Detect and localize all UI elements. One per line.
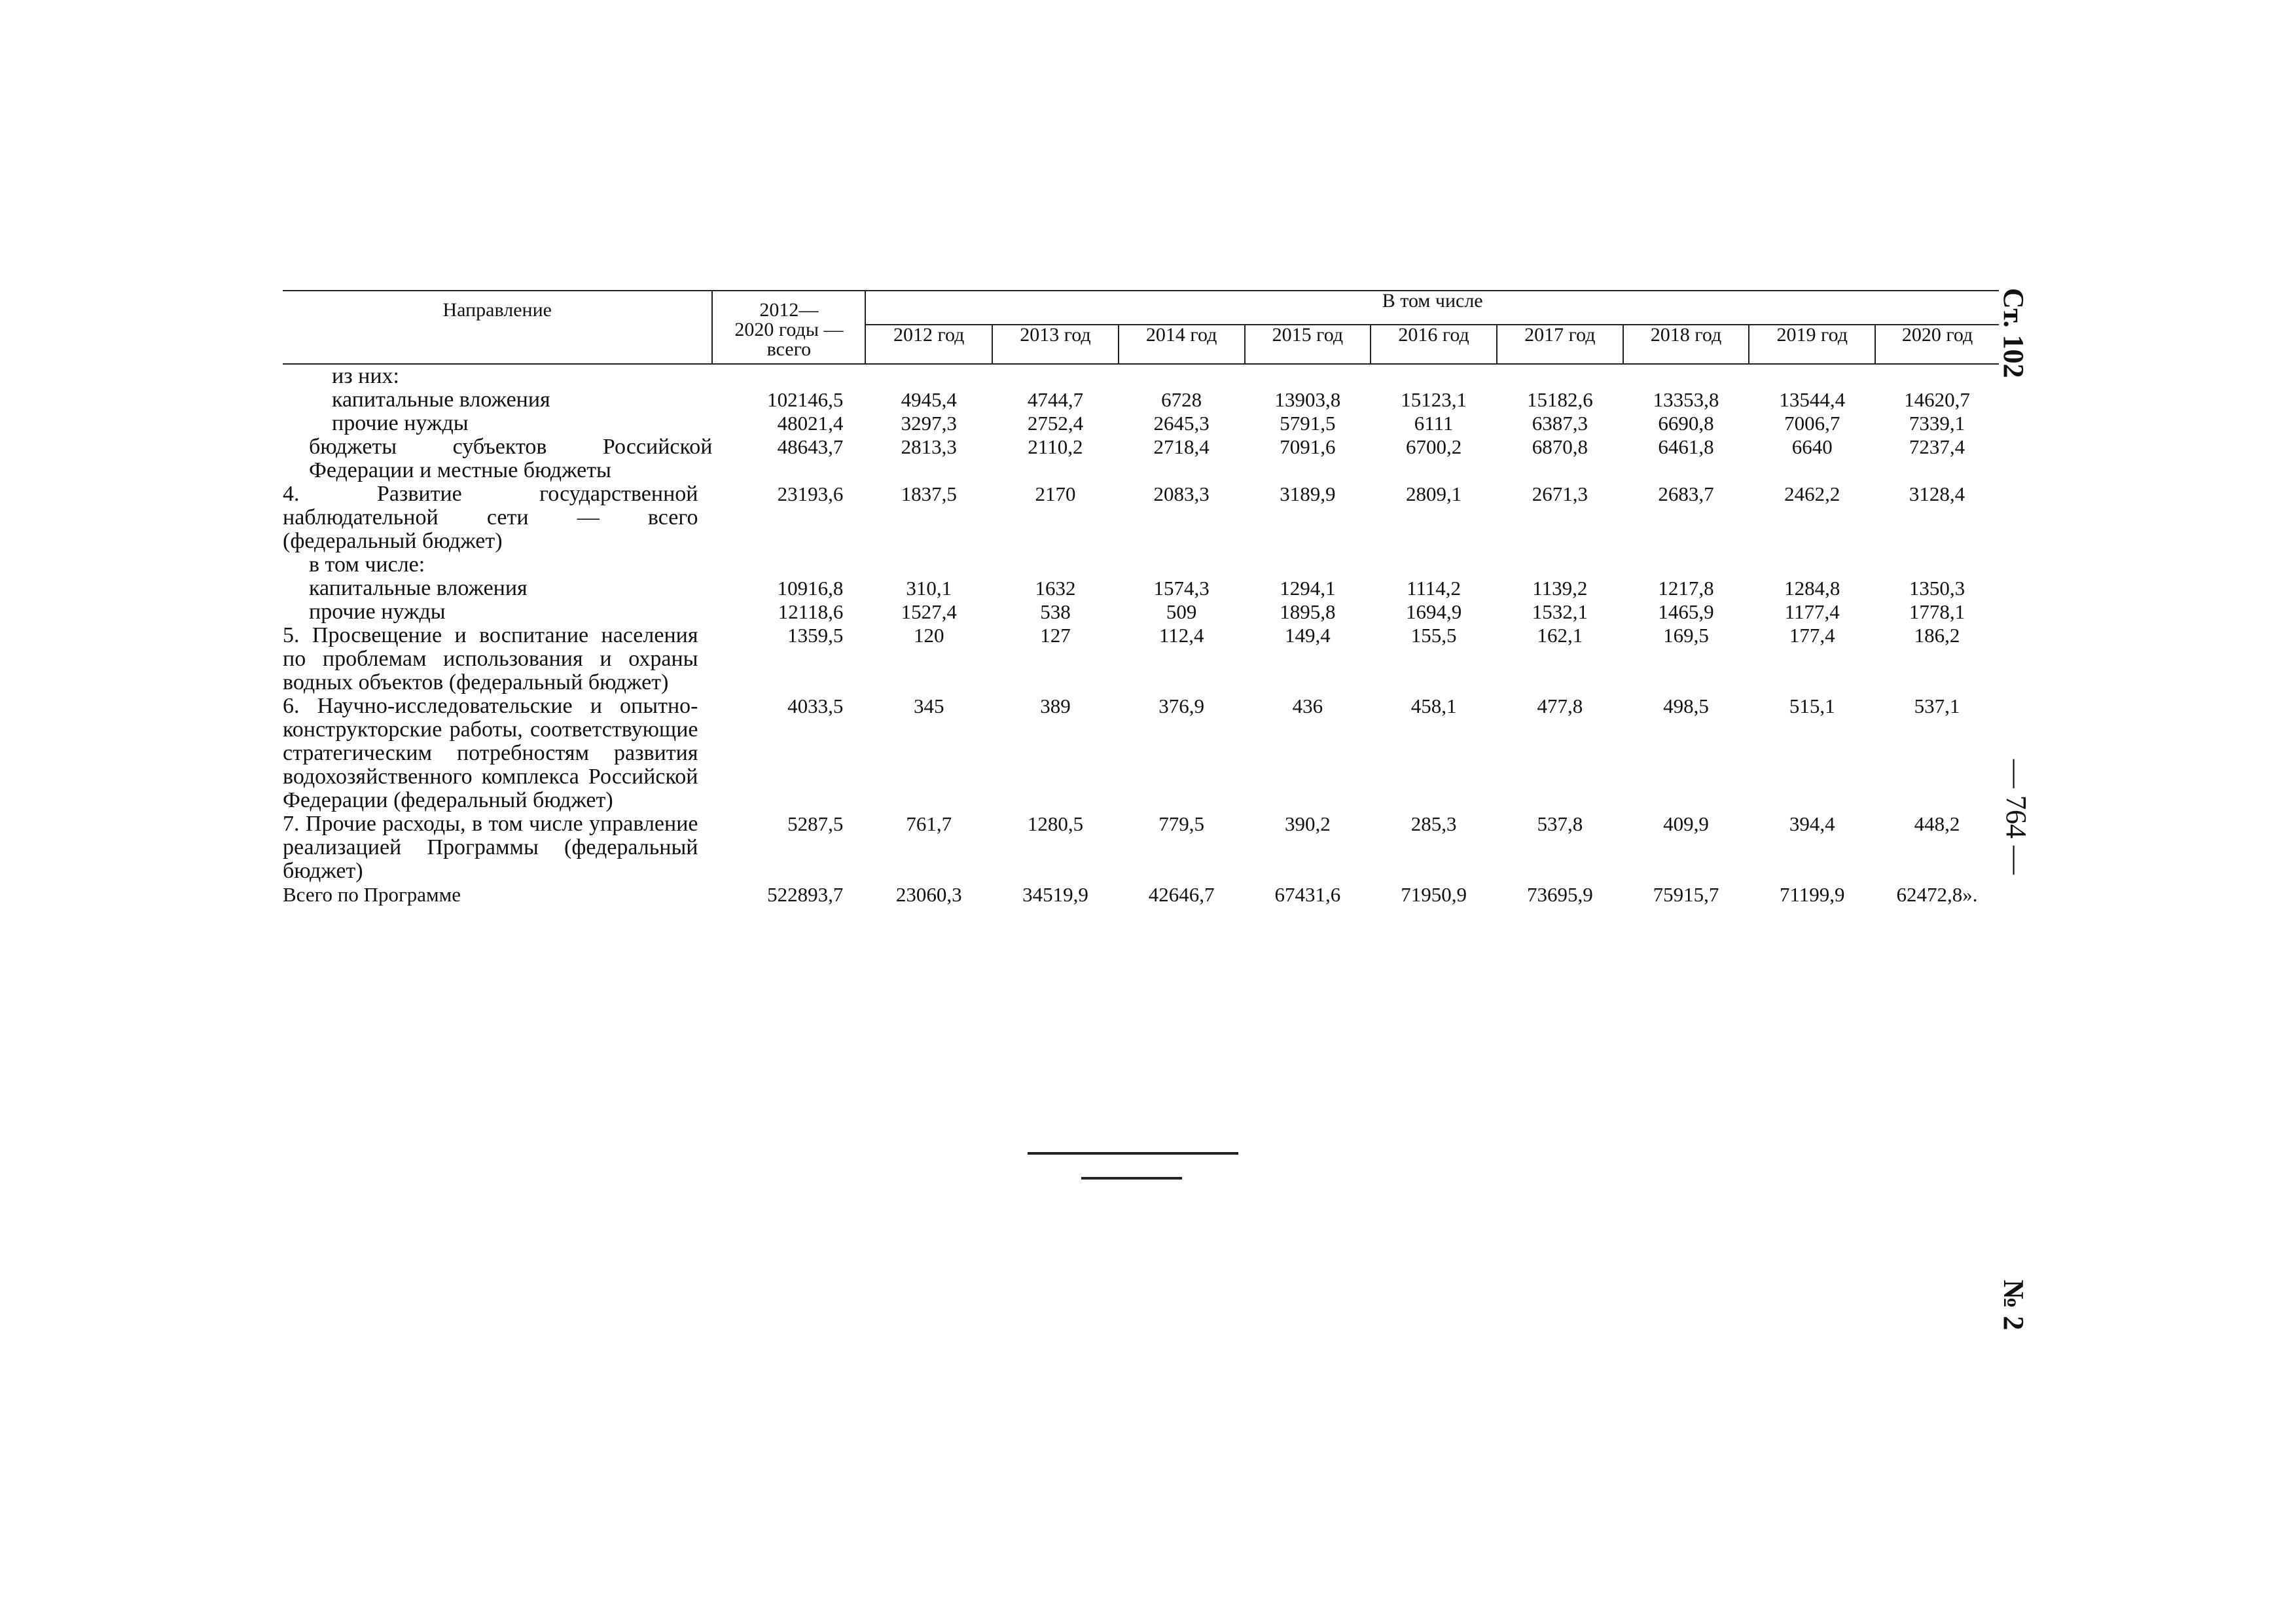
cell-year-value: 5791,5 — [1280, 412, 1336, 435]
cell-year-value — [1749, 553, 1875, 577]
row-label: Всего по Программе — [283, 883, 461, 906]
cell-year-value: 1139,2 — [1532, 577, 1588, 600]
cell-year-value: 14620,7 — [1904, 388, 1970, 411]
table-row — [283, 553, 1999, 577]
header-year: 2019 год — [1749, 325, 1875, 364]
table-header — [283, 291, 1999, 364]
issue-number-label: № 2 — [1998, 1280, 2030, 1331]
header-year: 2016 год — [1371, 325, 1497, 364]
cell-year-value: 498,5 — [1663, 695, 1709, 717]
cell-total: 10916,8 — [777, 577, 844, 600]
table-row — [283, 624, 1999, 695]
cell-year-value — [1749, 364, 1875, 388]
cell-year-value: 509 — [1166, 600, 1197, 623]
table-body — [283, 364, 1999, 907]
cell-year-value: 6690,8 — [1658, 412, 1714, 435]
cell-year-value: 13353,8 — [1653, 388, 1719, 411]
cell-year-value: 1284,8 — [1784, 577, 1840, 600]
row-label: из них: — [332, 364, 399, 388]
cell-year-value: 4744,7 — [1027, 388, 1084, 411]
cell-year-value: 4945,4 — [901, 388, 957, 411]
cell-year-value: 436 — [1292, 695, 1323, 717]
cell-total: 12118,6 — [778, 600, 844, 623]
cell-year-value: 73695,9 — [1526, 883, 1593, 906]
cell-year-value — [1119, 553, 1245, 577]
row-label: в том числе: — [309, 552, 425, 577]
cell-year-value — [1623, 364, 1749, 388]
row-label: 7. Прочие расходы, в том числе управление реализацией Программы (федеральный бюджет) — [283, 812, 698, 883]
cell-total: 5287,5 — [787, 812, 844, 835]
cell-year-value: 2809,1 — [1405, 482, 1462, 505]
cell-total: 1359,5 — [787, 624, 844, 647]
cell-year-value: 13903,8 — [1274, 388, 1341, 411]
cell-year-value: 6387,3 — [1532, 412, 1588, 435]
cell-year-value: 1632 — [1035, 577, 1076, 600]
cell-year-value: 1527,4 — [901, 600, 957, 623]
cell-year-value: 2671,3 — [1532, 482, 1588, 505]
cell-year-value: 2718,4 — [1153, 435, 1210, 458]
cell-year-value: 448,2 — [1914, 812, 1960, 835]
cell-year-value: 120 — [913, 624, 944, 647]
cell-year-value: 7006,7 — [1784, 412, 1840, 435]
cell-year-value — [1623, 553, 1749, 577]
cell-year-value: 345 — [913, 695, 944, 717]
cell-total: 48643,7 — [777, 435, 844, 458]
cell-year-value: 389 — [1040, 695, 1071, 717]
cell-year-value: 1574,3 — [1153, 577, 1210, 600]
header-in-that-number: В том числе — [865, 291, 1999, 325]
cell-year-value: 390,2 — [1285, 812, 1331, 835]
cell-year-value: 2813,3 — [901, 435, 957, 458]
cell-year-value: 3297,3 — [901, 412, 957, 435]
cell-year-value: 538 — [1040, 600, 1071, 623]
cell-total: 48021,4 — [777, 412, 844, 435]
cell-year-value: 477,8 — [1537, 695, 1583, 717]
table-row — [283, 388, 1999, 412]
cell-year-value: 376,9 — [1158, 695, 1205, 717]
cell-year-value — [1371, 364, 1497, 388]
header-year: 2015 год — [1245, 325, 1371, 364]
cell-total: 102146,5 — [767, 388, 844, 411]
cell-year-value: 1280,5 — [1027, 812, 1084, 835]
cell-year-value: 177,4 — [1789, 624, 1835, 647]
cell-year-value: 6111 — [1414, 412, 1454, 435]
cell-year-value — [1245, 553, 1371, 577]
cell-year-value: 285,3 — [1410, 812, 1457, 835]
cell-year-value: 3189,9 — [1280, 482, 1336, 505]
cell-year-value: 75915,7 — [1653, 883, 1719, 906]
cell-year-value: 458,1 — [1410, 695, 1457, 717]
cell-year-value: 1294,1 — [1280, 577, 1336, 600]
cell-year-value — [1245, 364, 1371, 388]
row-label: 4. Развитие государственной наблюдательной сети — всего (федеральный бюджет) — [283, 482, 698, 553]
cell-year-value: 310,1 — [906, 577, 952, 600]
cell-year-value: 112,4 — [1158, 624, 1204, 647]
header-total: 2012— 2020 годы — всего — [712, 291, 865, 364]
row-label: 6. Научно-исследовательские и опытно-конструкторские работы, соответствующие стратегическим потребностям развития водохозяйственного комплекса Российской Федерации (федеральный бюджет) — [283, 694, 698, 812]
cell-year-value: 1532,1 — [1532, 600, 1588, 623]
cell-year-value: 2170 — [1035, 482, 1076, 505]
cell-year-value: 6461,8 — [1658, 435, 1714, 458]
cell-year-value: 6700,2 — [1405, 435, 1462, 458]
cell-year-value: 186,2 — [1914, 624, 1960, 647]
cell-year-value: 6728 — [1161, 388, 1202, 411]
cell-year-value — [992, 364, 1119, 388]
cell-year-value: 6870,8 — [1532, 435, 1588, 458]
row-label: бюджеты субъектов Российской Федерации и местные бюджеты — [309, 435, 713, 482]
cell-year-value — [1119, 364, 1245, 388]
cell-year-value — [1497, 553, 1623, 577]
end-rule-long — [1028, 1152, 1238, 1155]
cell-year-value: 2645,3 — [1153, 412, 1210, 435]
cell-year-value: 15123,1 — [1401, 388, 1467, 411]
page-number: — 764 — — [2000, 759, 2032, 875]
cell-year-value: 409,9 — [1663, 812, 1709, 835]
cell-year-value: 1177,4 — [1784, 600, 1840, 623]
cell-year-value — [1371, 553, 1497, 577]
cell-year-value: 1778,1 — [1909, 600, 1965, 623]
cell-year-value: 1217,8 — [1658, 577, 1714, 600]
cell-year-value: 1350,3 — [1909, 577, 1965, 600]
cell-year-value: 2083,3 — [1153, 482, 1210, 505]
cell-year-value: 23060,3 — [895, 883, 962, 906]
table-row — [283, 412, 1999, 435]
table-row — [283, 482, 1999, 553]
table-row — [283, 435, 1999, 482]
cell-year-value — [1875, 364, 1999, 388]
cell-total: 4033,5 — [787, 695, 844, 717]
cell-year-value: 71950,9 — [1401, 883, 1467, 906]
header-year: 2018 год — [1623, 325, 1749, 364]
cell-year-value: 1837,5 — [901, 482, 957, 505]
cell-year-value: 7237,4 — [1909, 435, 1965, 458]
cell-year-value: 6640 — [1791, 435, 1833, 458]
cell-total: 522893,7 — [767, 883, 844, 906]
header-direction: Направление — [283, 291, 712, 364]
cell-year-value: 515,1 — [1789, 695, 1835, 717]
cell-year-value: 67431,6 — [1274, 883, 1341, 906]
cell-total — [712, 553, 865, 577]
cell-year-value: 162,1 — [1537, 624, 1583, 647]
cell-year-value: 3128,4 — [1909, 482, 1965, 505]
cell-year-value: 13544,4 — [1779, 388, 1846, 411]
header-year: 2014 год — [1119, 325, 1245, 364]
cell-year-value: 1465,9 — [1658, 600, 1714, 623]
cell-year-value: 155,5 — [1410, 624, 1457, 647]
cell-year-value — [1497, 364, 1623, 388]
article-number-label: Ст. 102 — [1998, 288, 2030, 378]
cell-year-value — [865, 553, 992, 577]
row-label: 5. Просвещение и воспитание населения по проблемам использования и охраны водных объектов (федеральный бюджет) — [283, 623, 698, 695]
budget-table — [283, 290, 1999, 907]
cell-year-value: 7091,6 — [1280, 435, 1336, 458]
table-row — [283, 883, 1999, 907]
header-year: 2012 год — [865, 325, 992, 364]
cell-year-value: 1895,8 — [1280, 600, 1336, 623]
cell-year-value: 1114,2 — [1407, 577, 1462, 600]
cell-year-value: 537,8 — [1537, 812, 1583, 835]
table-row — [283, 577, 1999, 600]
cell-year-value: 2752,4 — [1027, 412, 1084, 435]
cell-year-value: 761,7 — [906, 812, 952, 835]
cell-year-value: 169,5 — [1663, 624, 1709, 647]
cell-year-value — [865, 364, 992, 388]
cell-year-value — [992, 553, 1119, 577]
cell-year-value: 71199,9 — [1779, 883, 1845, 906]
cell-year-value: 127 — [1040, 624, 1071, 647]
cell-year-value: 537,1 — [1914, 695, 1960, 717]
cell-year-value — [1875, 553, 1999, 577]
cell-year-value: 15182,6 — [1526, 388, 1593, 411]
cell-year-value: 394,4 — [1789, 812, 1835, 835]
cell-year-value: 62472,8». — [1896, 883, 1978, 906]
cell-year-value: 34519,9 — [1022, 883, 1088, 906]
end-rule-short — [1081, 1177, 1182, 1180]
row-label: прочие нужды — [309, 600, 446, 624]
cell-year-value: 42646,7 — [1148, 883, 1215, 906]
cell-year-value: 2462,2 — [1784, 482, 1840, 505]
row-label: капитальные вложения — [309, 576, 528, 600]
row-label: прочие нужды — [332, 411, 469, 435]
table-row — [283, 600, 1999, 624]
cell-total — [712, 364, 865, 388]
cell-year-value: 779,5 — [1158, 812, 1205, 835]
row-label: капитальные вложения — [332, 388, 550, 412]
cell-year-value: 2683,7 — [1658, 482, 1714, 505]
header-year: 2017 год — [1497, 325, 1623, 364]
table-row — [283, 812, 1999, 883]
cell-year-value: 149,4 — [1285, 624, 1331, 647]
header-year: 2020 год — [1875, 325, 1999, 364]
table-row — [283, 695, 1999, 812]
cell-total: 23193,6 — [777, 482, 844, 505]
header-year: 2013 год — [992, 325, 1119, 364]
cell-year-value: 7339,1 — [1909, 412, 1965, 435]
table-row — [283, 364, 1999, 388]
cell-year-value: 2110,2 — [1028, 435, 1083, 458]
cell-year-value: 1694,9 — [1405, 600, 1462, 623]
